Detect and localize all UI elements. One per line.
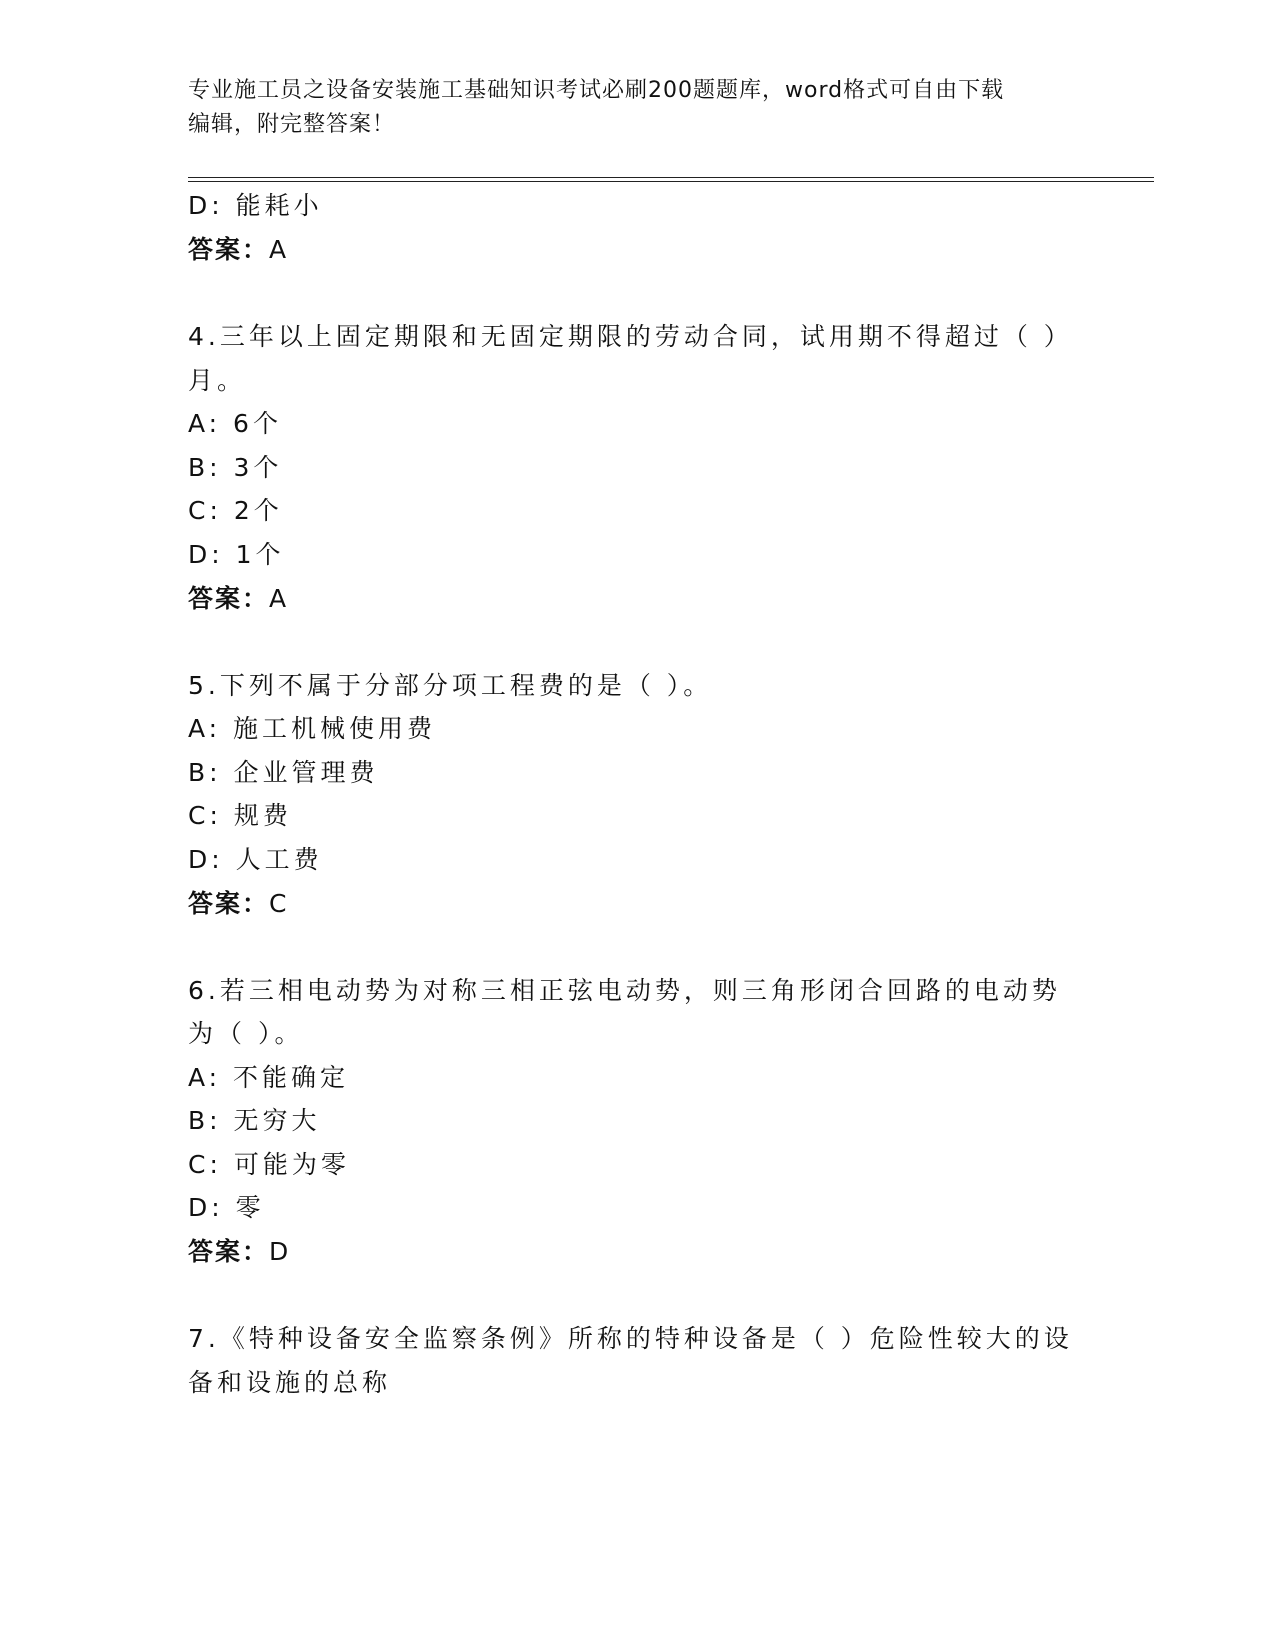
q6-option-b: B: 无穷大: [188, 1106, 321, 1135]
q4-stem-line-2: 月。: [188, 366, 247, 395]
header-divider-top: [188, 177, 1154, 178]
q6-answer-label: 答案：: [188, 1237, 270, 1266]
q3-answer: [188, 234, 288, 266]
q4-option-d: D: 1个: [188, 540, 285, 569]
q6-stem-line-1: 6.若三相电动势为对称三相正弦电动势，则三角形闭合回路的电动势: [188, 976, 1061, 1005]
document-header: [188, 74, 1088, 142]
header-line-1: 专业施工员之设备安装施工基础知识考试必刷200题题库，word格式可自由下载: [188, 78, 1005, 103]
q5-answer: [188, 888, 288, 920]
q4-stem-line-1: 4.三年以上固定期限和无固定期限的劳动合同，试用期不得超过（ ）: [188, 322, 1073, 351]
q4-option-a: A: 6个: [188, 409, 282, 438]
q4-option-c: C: 2个: [188, 496, 283, 525]
q5-answer-label: 答案：: [188, 889, 270, 918]
q4-option-b: B: 3个: [188, 453, 283, 482]
q6-stem-line-2: 为（ ）。: [188, 1019, 304, 1048]
q5-option-d: D: 人工费: [188, 845, 323, 874]
q5-stem-line-1: 5.下列不属于分部分项工程费的是（ ）。: [188, 671, 713, 700]
header-line-2: 编辑，附完整答案！: [188, 112, 396, 137]
q5-option-c: C: 规费: [188, 801, 292, 830]
header-divider-bottom: [188, 181, 1154, 182]
q5-option-b: B: 企业管理费: [188, 758, 379, 787]
q5-answer-value: C: [269, 889, 289, 918]
q6-option-d: D: 零: [188, 1193, 265, 1222]
q6-answer: [188, 1236, 290, 1268]
q4-answer-label: 答案：: [188, 584, 270, 613]
q3-answer-label: 答案：: [188, 235, 270, 264]
q4-answer-value: A: [269, 584, 289, 613]
q5-option-a: A: 施工机械使用费: [188, 714, 437, 743]
q3-answer-value: A: [269, 235, 289, 264]
q6-option-c: C: 可能为零: [188, 1150, 350, 1179]
q3-option-d: D: 能耗小: [188, 191, 323, 220]
q7-stem-line-1: 7.《特种设备安全监察条例》所称的特种设备是（ ）危险性较大的设: [188, 1324, 1073, 1353]
q4-answer: [188, 583, 288, 615]
q6-option-a: A: 不能确定: [188, 1063, 350, 1092]
q7-stem-line-2: 备和设施的总称: [188, 1368, 392, 1397]
q6-answer-value: D: [269, 1237, 291, 1266]
